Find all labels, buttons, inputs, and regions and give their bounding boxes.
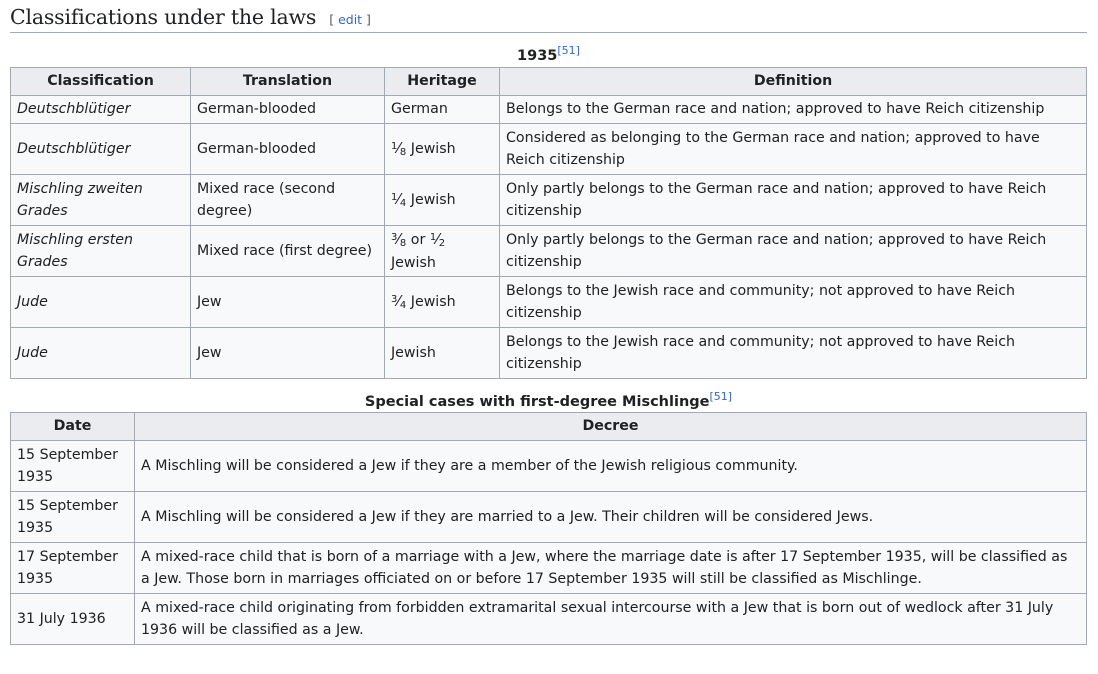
cell-classification: Deutschblütiger	[11, 96, 191, 124]
cell-translation: Jew	[191, 328, 385, 379]
edit-link[interactable]: edit	[338, 12, 363, 27]
cell-definition: Belongs to the German race and nation; approved to have Reich citizenship	[500, 96, 1087, 124]
cell-translation: Jew	[191, 277, 385, 328]
cell-date: 17 September 1935	[11, 543, 135, 594]
cell-date: 15 September 1935	[11, 492, 135, 543]
table1-caption-text: 1935	[517, 48, 558, 64]
cell-translation: Mixed race (second degree)	[191, 175, 385, 226]
cell-classification: Jude	[11, 328, 191, 379]
cell-classification: Mischling ersten Grades	[11, 226, 191, 277]
table-row	[11, 226, 1087, 277]
table1-caption	[10, 46, 1087, 66]
edit-bracket-open: [	[329, 12, 339, 27]
cell-definition: Belongs to the Jewish race and community; not approved to have Reich citizenship	[500, 277, 1087, 328]
cell-translation: Mixed race (first degree)	[191, 226, 385, 277]
cell-definition: Considered as belonging to the German race and nation; approved to have Reich citizenship	[500, 124, 1087, 175]
table-row	[11, 124, 1087, 175]
cell-decree: A Mischling will be considered a Jew if they are a member of the Jewish religious community.	[135, 441, 1087, 492]
header-translation: Translation	[191, 68, 385, 96]
fraction: $^1⁄_2$	[429, 230, 446, 249]
cell-decree: A Mischling will be considered a Jew if they are married to a Jew. Their children will be considered Jews.	[135, 492, 1087, 543]
cell-heritage: German	[385, 96, 500, 124]
fraction: $^3⁄_8$	[391, 230, 407, 249]
header-classification: Classification	[11, 68, 191, 96]
cell-heritage: $^3⁄_4$ Jewish	[385, 277, 500, 328]
cell-classification: Deutschblütiger	[11, 124, 191, 175]
cell-classification: Mischling zweiten Grades	[11, 175, 191, 226]
edit-section	[329, 12, 371, 27]
header-definition: Definition	[500, 68, 1087, 96]
cell-definition: Only partly belongs to the German race and nation; approved to have Reich citizenship	[500, 175, 1087, 226]
fraction: $^1⁄_4$	[391, 190, 407, 210]
cell-heritage: $^1⁄_4$ Jewish	[385, 175, 500, 226]
table-row	[11, 543, 1087, 594]
header-date: Date	[11, 413, 135, 441]
cell-heritage: $^3⁄_8$ or $^1⁄_2$ Jewish	[385, 226, 500, 277]
table-row	[11, 594, 1087, 645]
table-row	[11, 441, 1087, 492]
table-header-row	[11, 68, 1087, 96]
table2-caption	[10, 392, 1087, 412]
cell-translation: German-blooded	[191, 124, 385, 175]
cell-definition: Only partly belongs to the German race and nation; approved to have Reich citizenship	[500, 226, 1087, 277]
cell-date: 15 September 1935	[11, 441, 135, 492]
section-heading-row	[10, 0, 1087, 33]
cell-date: 31 July 1936	[11, 594, 135, 645]
cell-definition: Belongs to the Jewish race and community; not approved to have Reich citizenship	[500, 328, 1087, 379]
edit-bracket-close: ]	[362, 12, 371, 27]
special-cases-table	[10, 412, 1087, 645]
header-heritage: Heritage	[385, 68, 500, 96]
table-row	[11, 328, 1087, 379]
fraction: $^3⁄_4$	[391, 292, 407, 312]
section-title: Classifications under the laws	[10, 5, 317, 29]
cell-decree: A mixed-race child originating from forbidden extramarital sexual intercourse with a Jew that is born out of wedlock after 31 July 1936 will be classified as a Jew.	[135, 594, 1087, 645]
header-decree: Decree	[135, 413, 1087, 441]
table-row	[11, 175, 1087, 226]
table2-caption-text: Special cases with first-degree Mischlinge	[364, 394, 710, 410]
table1-ref-link[interactable]: [51]	[557, 44, 580, 57]
classification-table	[10, 67, 1087, 379]
table-row	[11, 492, 1087, 543]
fraction: $^1⁄_8$	[391, 139, 407, 159]
table2-ref-link[interactable]: [51]	[709, 390, 733, 403]
cell-classification: Jude	[11, 277, 191, 328]
cell-decree: A mixed-race child that is born of a marriage with a Jew, where the marriage date is after 17 September 1935, will be classified as a Jew. Those born in marriages officiated on or before 17 September 1935 will still be classified as Mischlinge.	[135, 543, 1087, 594]
table-row	[11, 277, 1087, 328]
table-header-row	[11, 413, 1087, 441]
cell-heritage: Jewish	[385, 328, 500, 379]
cell-heritage: $^1⁄_8$ Jewish	[385, 124, 500, 175]
table-row	[11, 96, 1087, 124]
cell-translation: German-blooded	[191, 96, 385, 124]
